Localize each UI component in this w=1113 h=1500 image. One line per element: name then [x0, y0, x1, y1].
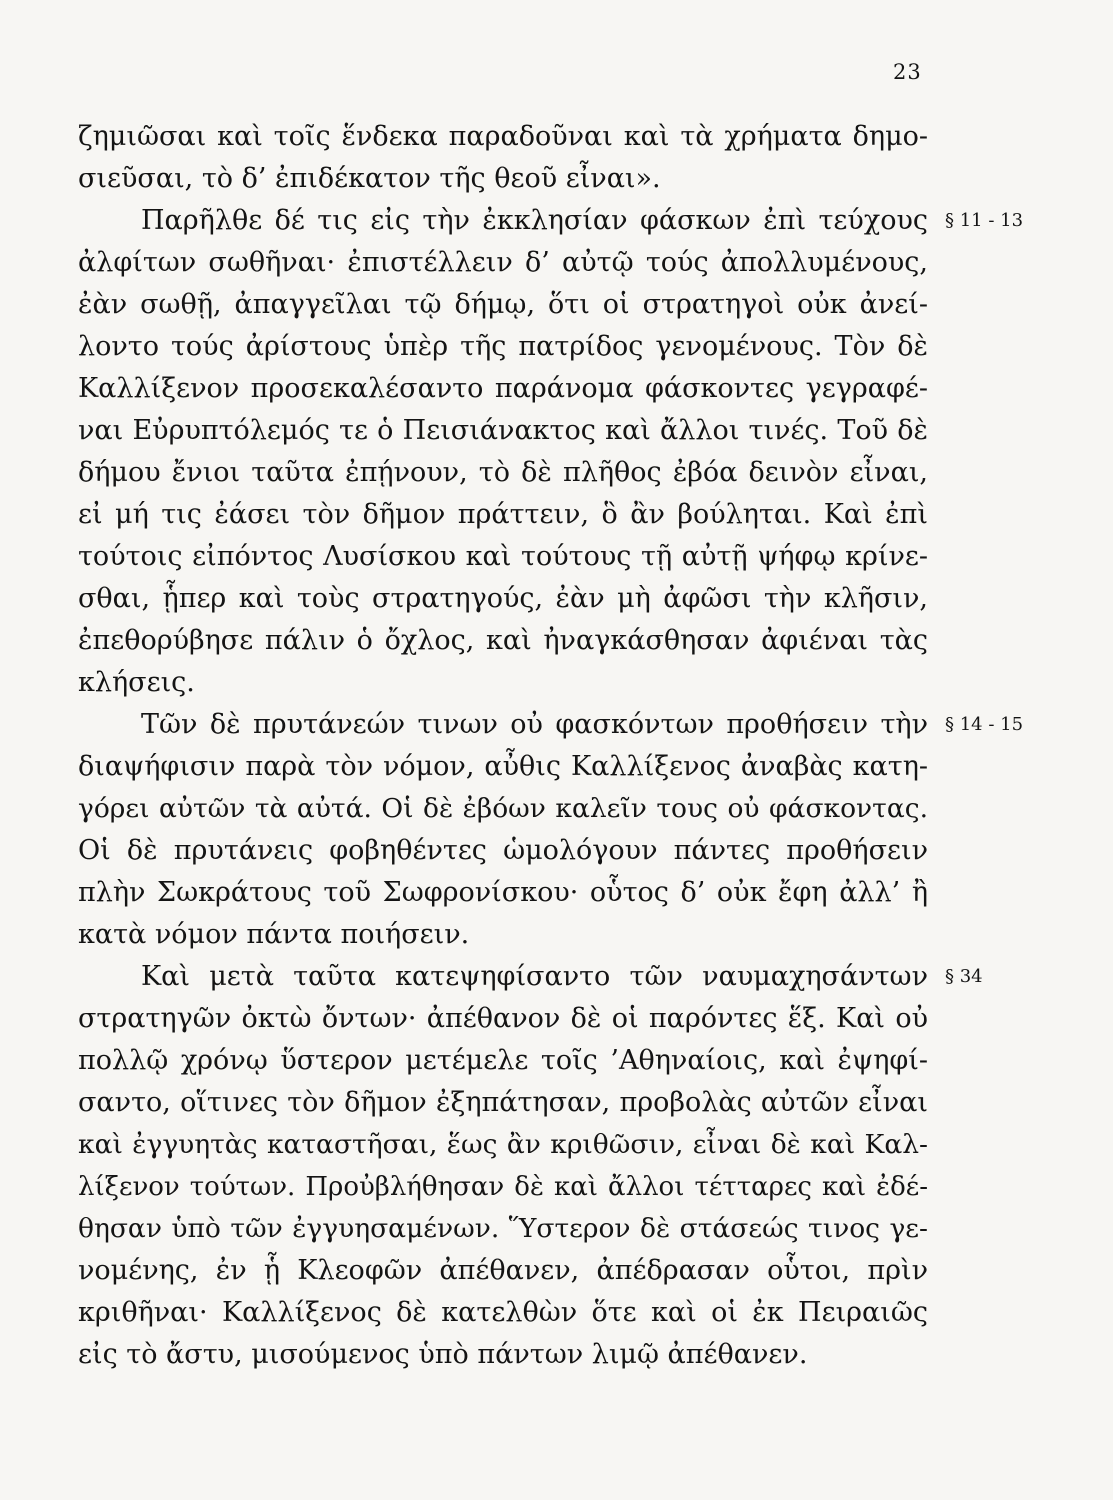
- text-line: νομένης, ἐν ᾗ Κλεοφῶν ἀπέθανεν, ἀπέδρασαν οὗτοι, πρὶν: [78, 1255, 928, 1286]
- text-line: ἀλφίτων σωθῆναι· ἐπιστέλλειν δ’ αὐτῷ τούς ἀπολλυμένους,: [78, 247, 928, 278]
- text-line: στρατηγῶν ὀκτὼ ὄντων· ἀπέθανον δὲ οἱ παρόντες ἕξ. Καὶ οὐ: [78, 1003, 928, 1034]
- text-line: πολλῷ χρόνῳ ὕστερον μετέμελε τοῖς ’Αθηναίοις, καὶ ἐψηφί-: [78, 1045, 928, 1076]
- text-line: θησαν ὑπὸ τῶν ἐγγυησαμένων. Ὕστερον δὲ στάσεώς τινος γε-: [78, 1213, 928, 1244]
- text-line: κλήσεις.: [78, 667, 195, 698]
- text-line: Καλλίξενον προσεκαλέσαντο παράνομα φάσκοντες γεγραφέ-: [78, 373, 928, 404]
- text-line: ζημιῶσαι καὶ τοῖς ἕνδεκα παραδοῦναι καὶ τὰ χρήματα δημο-: [78, 121, 928, 152]
- text-line: λοντο τούς ἀρίστους ὑπὲρ τῆς πατρίδος γενομένους. Τὸν δὲ: [78, 331, 928, 362]
- section-reference: § 11 - 13: [945, 210, 1024, 231]
- text-line: κατὰ νόμον πάντα ποιήσειν.: [78, 919, 470, 950]
- text-line: καὶ ἐγγυητὰς καταστῆσαι, ἕως ἂν κριθῶσιν, εἶναι δὲ καὶ Καλ-: [78, 1129, 928, 1160]
- text-line: Τῶν δὲ πρυτάνεών τινων οὐ φασκόντων προθήσειν τὴν: [141, 709, 928, 740]
- text-line: εἰς τὸ ἄστυ, μισούμενος ὑπὸ πάντων λιμῷ ἀπέθανεν.: [78, 1339, 808, 1370]
- text-line: Καὶ μετὰ ταῦτα κατεψηφίσαντο τῶν ναυμαχησάντων: [141, 961, 928, 992]
- text-line: ἐὰν σωθῇ, ἀπαγγεῖλαι τῷ δήμῳ, ὅτι οἱ στρατηγοὶ οὐκ ἀνεί-: [78, 289, 928, 320]
- text-line: λίξενον τούτων. Προὐβλήθησαν δὲ καὶ ἄλλοι τέτταρες καὶ ἐδέ-: [78, 1172, 928, 1202]
- text-line: γόρει αὐτῶν τὰ αὐτά. Οἱ δὲ ἐβόων καλεῖν τους οὐ φάσκοντας.: [78, 793, 928, 824]
- section-reference: § 14 - 15: [945, 714, 1024, 735]
- text-line: πλὴν Σωκράτους τοῦ Σωφρονίσκου· οὗτος δ’ οὐκ ἔφη ἀλλ’ ἢ: [78, 877, 928, 908]
- page-number: 23: [893, 60, 922, 84]
- text-line: ναι Εὐρυπτόλεμός τε ὁ Πεισιάνακτος καὶ ἄλλοι τινές. Τοῦ δὲ: [78, 415, 928, 446]
- text-line: εἰ μή τις ἐάσει τὸν δῆμον πράττειν, ὃ ἂν βούληται. Καὶ ἐπὶ: [78, 499, 928, 530]
- text-line: σαντο, οἵτινες τὸν δῆμον ἐξηπάτησαν, προβολὰς αὐτῶν εἶναι: [78, 1087, 928, 1118]
- text-line: τούτοις εἰπόντος Λυσίσκου καὶ τούτους τῇ αὐτῇ ψήφῳ κρίνε-: [78, 541, 928, 572]
- section-reference: § 34: [945, 966, 983, 987]
- text-line: ἐπεθορύβησε πάλιν ὁ ὄχλος, καὶ ἠναγκάσθησαν ἀφιέναι τὰς: [78, 625, 928, 656]
- text-line: Οἱ δὲ πρυτάνεις φοβηθέντες ὡμολόγουν πάντες προθήσειν: [78, 835, 928, 866]
- text-line: σθαι, ᾗπερ καὶ τοὺς στρατηγούς, ἐὰν μὴ ἀφῶσι τὴν κλῆσιν,: [78, 583, 928, 614]
- text-line: διαψήφισιν παρὰ τὸν νόμον, αὖθις Καλλίξενος ἀναβὰς κατη-: [78, 751, 928, 782]
- text-line: Παρῆλθε δέ τις εἰς τὴν ἐκκλησίαν φάσκων ἐπὶ τεύχους: [141, 205, 928, 236]
- text-line: κριθῆναι· Καλλίξενος δὲ κατελθὼν ὅτε καὶ οἱ ἐκ Πειραιῶς: [78, 1297, 928, 1328]
- text-line: σιεῦσαι, τὸ δ’ ἐπιδέκατον τῆς θεοῦ εἶναι».: [78, 163, 661, 194]
- text-line: δήμου ἔνιοι ταῦτα ἐπῄνουν, τὸ δὲ πλῆθος ἐβόα δεινὸν εἶναι,: [78, 457, 928, 488]
